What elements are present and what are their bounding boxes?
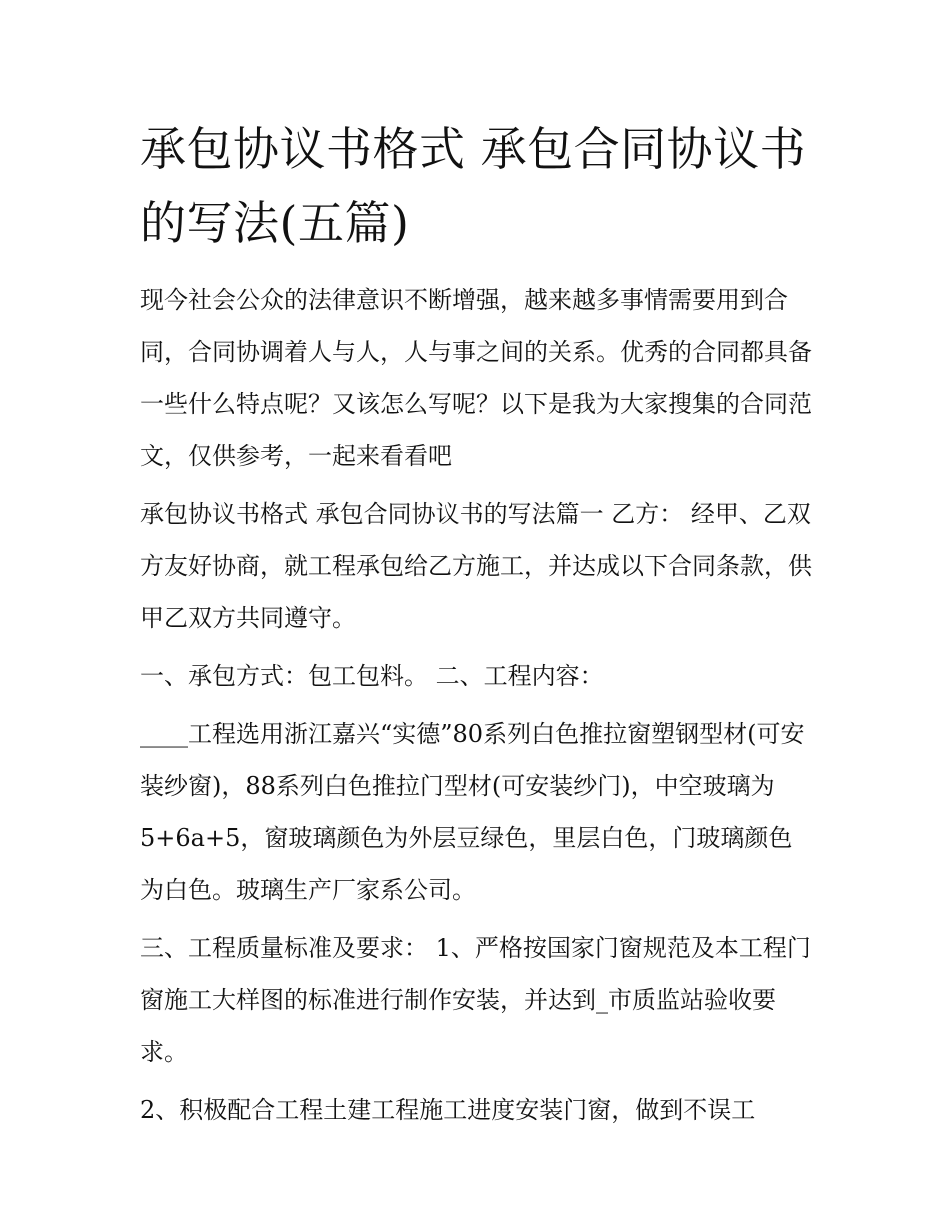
paragraph-engineering-content: ____工程选用浙江嘉兴“实德”80系列白色推拉窗塑钢型材(可安装纱窗)，88系列白色推拉门型材(可安装纱门)，中空玻璃为5+6a+5，窗玻璃颜色为外层豆绿色，里层白色，门玻璃颜色为白色。玻璃生产厂家系公司。 xyxy=(140,720,805,904)
paragraph-quality-standard: 三、工程质量标准及要求： 1、严格按国家门窗规范及本工程门窗施工大样图的标准进行制作安装，并达到_市质监站验收要求。 xyxy=(140,934,811,1066)
paragraph-contract-method: 一、承包方式：包工包料。 二、工程内容： xyxy=(140,662,604,690)
paragraph-intro: 现今社会公众的法律意识不断增强，越来越多事情需要用到合同，合同协调着人与人，人与事之间的关系。优秀的合同都具备一些什么特点呢？又该怎么写呢？以下是我为大家搜集的合同范文，仅供参考，一起来看看吧 xyxy=(140,286,812,470)
paragraph-section-one-heading: 承包协议书格式 承包合同协议书的写法篇一 乙方： 经甲、乙双方友好协商，就工程承包给乙方施工，并达成以下合同条款，供甲乙双方共同遵守。 xyxy=(140,500,812,632)
document-body xyxy=(140,112,815,1142)
document-title: 承包协议书格式 承包合同协议书的写法(五篇) xyxy=(140,122,807,250)
paragraph-cooperation: 2、积极配合工程土建工程施工进度安装门窗，做到不误工 xyxy=(140,1096,756,1124)
